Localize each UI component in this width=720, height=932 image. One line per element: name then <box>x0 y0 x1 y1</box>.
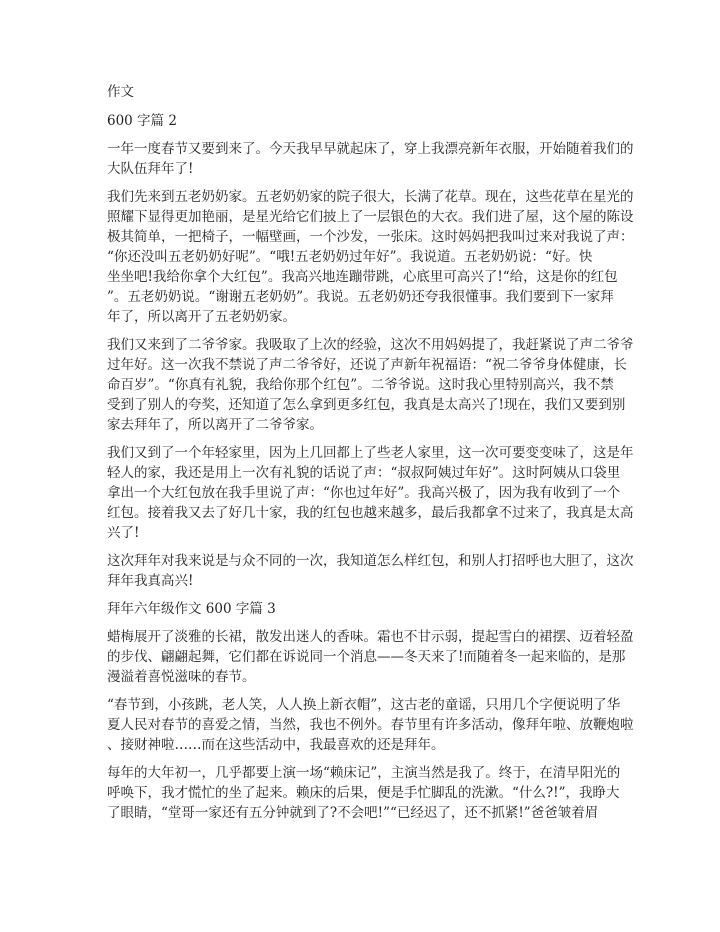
paragraph-line: 这次拜年对我来说是与众不同的一次，我知道怎么样红包，和别人打招呼也大胆了，这次 <box>107 553 634 569</box>
paragraph-3 <box>107 335 634 435</box>
paragraph-8 <box>107 763 627 823</box>
paragraph-line: 我们又来到了二爷爷家。我吸取了上次的经验，这次不用妈妈提了，我赶紧说了声二爷爷 <box>107 337 634 353</box>
paragraph-line: 拿出一个大红包放在我手里说了声：“你也过年好”。我高兴极了，因为我有收到了一个 <box>107 485 621 501</box>
paragraph-line: 红包。接着我又去了好几十家，我的红包也越来越多，最后我都拿不过来了，我真是太高 <box>107 505 634 521</box>
paragraph-5 <box>107 551 634 591</box>
paragraph-line: 受到了别人的夸奖，还知道了怎么拿到更多红包，我真是太高兴了!现在，我们又要到别 <box>107 397 626 413</box>
spacer <box>107 591 627 599</box>
paragraph-line: 照耀下显得更加艳丽，是星光给它们披上了一层银色的大衣。我们进了屋，这个屋的陈设 <box>107 209 634 225</box>
section-title-1: 600 字篇 2 <box>107 113 177 129</box>
spacer <box>107 755 627 763</box>
paragraph-line: 夏人民对春节的喜爱之情，当然，我也不例外。春节里有许多活动，像拜年啦、放鞭炮啦 <box>107 717 634 733</box>
spacer <box>107 102 627 111</box>
spacer <box>107 619 627 627</box>
paragraph-6 <box>107 627 634 687</box>
paragraph-line: 年了，所以离开了五老奶奶家。 <box>107 309 296 325</box>
document-page <box>107 82 634 823</box>
paragraph-line: 兴了! <box>107 525 140 541</box>
paragraph-line: “春节到，小孩跳，老人笑，人人换上新衣帽”，这古老的童谣，只用几个字便说明了华 <box>107 697 621 713</box>
paragraph-line: ”。五老奶奶说。“谢谢五老奶奶”。我说。五老奶奶还夸我很懂事。我们要到下一家拜 <box>107 289 614 305</box>
paragraph-line: 命百岁”。“你真有礼貌，我给你那个红包”。二爷爷说。这时我心里特别高兴，我不禁 <box>107 377 614 393</box>
paragraph-line: 大队伍拜年了! <box>107 161 194 177</box>
paragraph-4 <box>107 443 634 543</box>
paragraph-1 <box>107 139 634 179</box>
paragraph-line: “你还没叫五老奶奶好呢”。“哦!五老奶奶过年好”。我说道。五老奶奶说：“好。快 <box>107 249 593 265</box>
paragraph-line: 每年的大年初一，几乎都要上演一场“赖床记”，主演当然是我了。终于，在清早阳光的 <box>107 765 621 781</box>
spacer <box>107 687 627 695</box>
paragraph-line: 呼唤下，我才慌忙的坐了起来。赖床的后果，便是手忙脚乱的洗漱。“什么?!”，我睁大 <box>107 785 620 801</box>
spacer <box>107 327 627 335</box>
paragraph-line: 、接财神啦……而在这些活动中，我最喜欢的还是拜年。 <box>107 737 445 753</box>
paragraph-line: 我们又到了一个年轻家里，因为上几回都上了些老人家里，这一次可要变变味了，这是年 <box>107 445 634 461</box>
paragraph-line: 了眼睛，“堂哥一家还有五分钟就到了?不会吧!”“已经迟了，还不抓紧!”爸爸皱着眉 <box>107 805 599 821</box>
paragraph-line: 的步伐、翩翩起舞，它们都在诉说同一个消息——冬天来了!而随着冬一起来临的，是那 <box>107 649 626 665</box>
spacer <box>107 435 627 443</box>
paragraph-line: 漫溢着喜悦滋味的春节。 <box>107 669 256 685</box>
spacer <box>107 543 627 551</box>
paragraph-2 <box>107 187 634 327</box>
paragraph-line: 坐坐吧!我给你拿个大红包”。我高兴地连蹦带跳，心底里可高兴了!“给，这是你的红包 <box>107 269 618 285</box>
paragraph-line: 极其简单，一把椅子，一幅壁画，一个沙发，一张床。这时妈妈把我叫过来对我说了声： <box>107 229 634 245</box>
spacer <box>107 131 627 139</box>
paragraph-line: 我们先来到五老奶奶家。五老奶奶家的院子很大，长满了花草。现在，这些花草在星光的 <box>107 189 634 205</box>
spacer <box>107 179 627 187</box>
paragraph-line: 蜡梅展开了淡雅的长裙，散发出迷人的香味。霜也不甘示弱，提起雪白的裙摆、迈着轻盈 <box>107 629 634 645</box>
paragraph-line: 过年好。这一次我不禁说了声二爷爷好，还说了声新年祝福语：“祝二爷爷身体健康，长 <box>107 357 627 373</box>
paragraph-7 <box>107 695 634 755</box>
paragraph-line: 拜年我真高兴! <box>107 573 194 589</box>
paragraph-line: 轻人的家，我还是用上一次有礼貌的话说了声：“叔叔阿姨过年好”。这时阿姨从口袋里 <box>107 465 621 481</box>
section-title-2: 拜年六年级作文 600 字篇 3 <box>107 601 276 617</box>
paragraph-line: 一年一度春节又要到来了。今天我早早就起床了，穿上我漂亮新年衣服，开始随着我们的 <box>107 141 634 157</box>
paragraph-line: 家去拜年了，所以离开了二爷爷家。 <box>107 417 323 433</box>
document-heading: 作文 <box>107 84 134 100</box>
